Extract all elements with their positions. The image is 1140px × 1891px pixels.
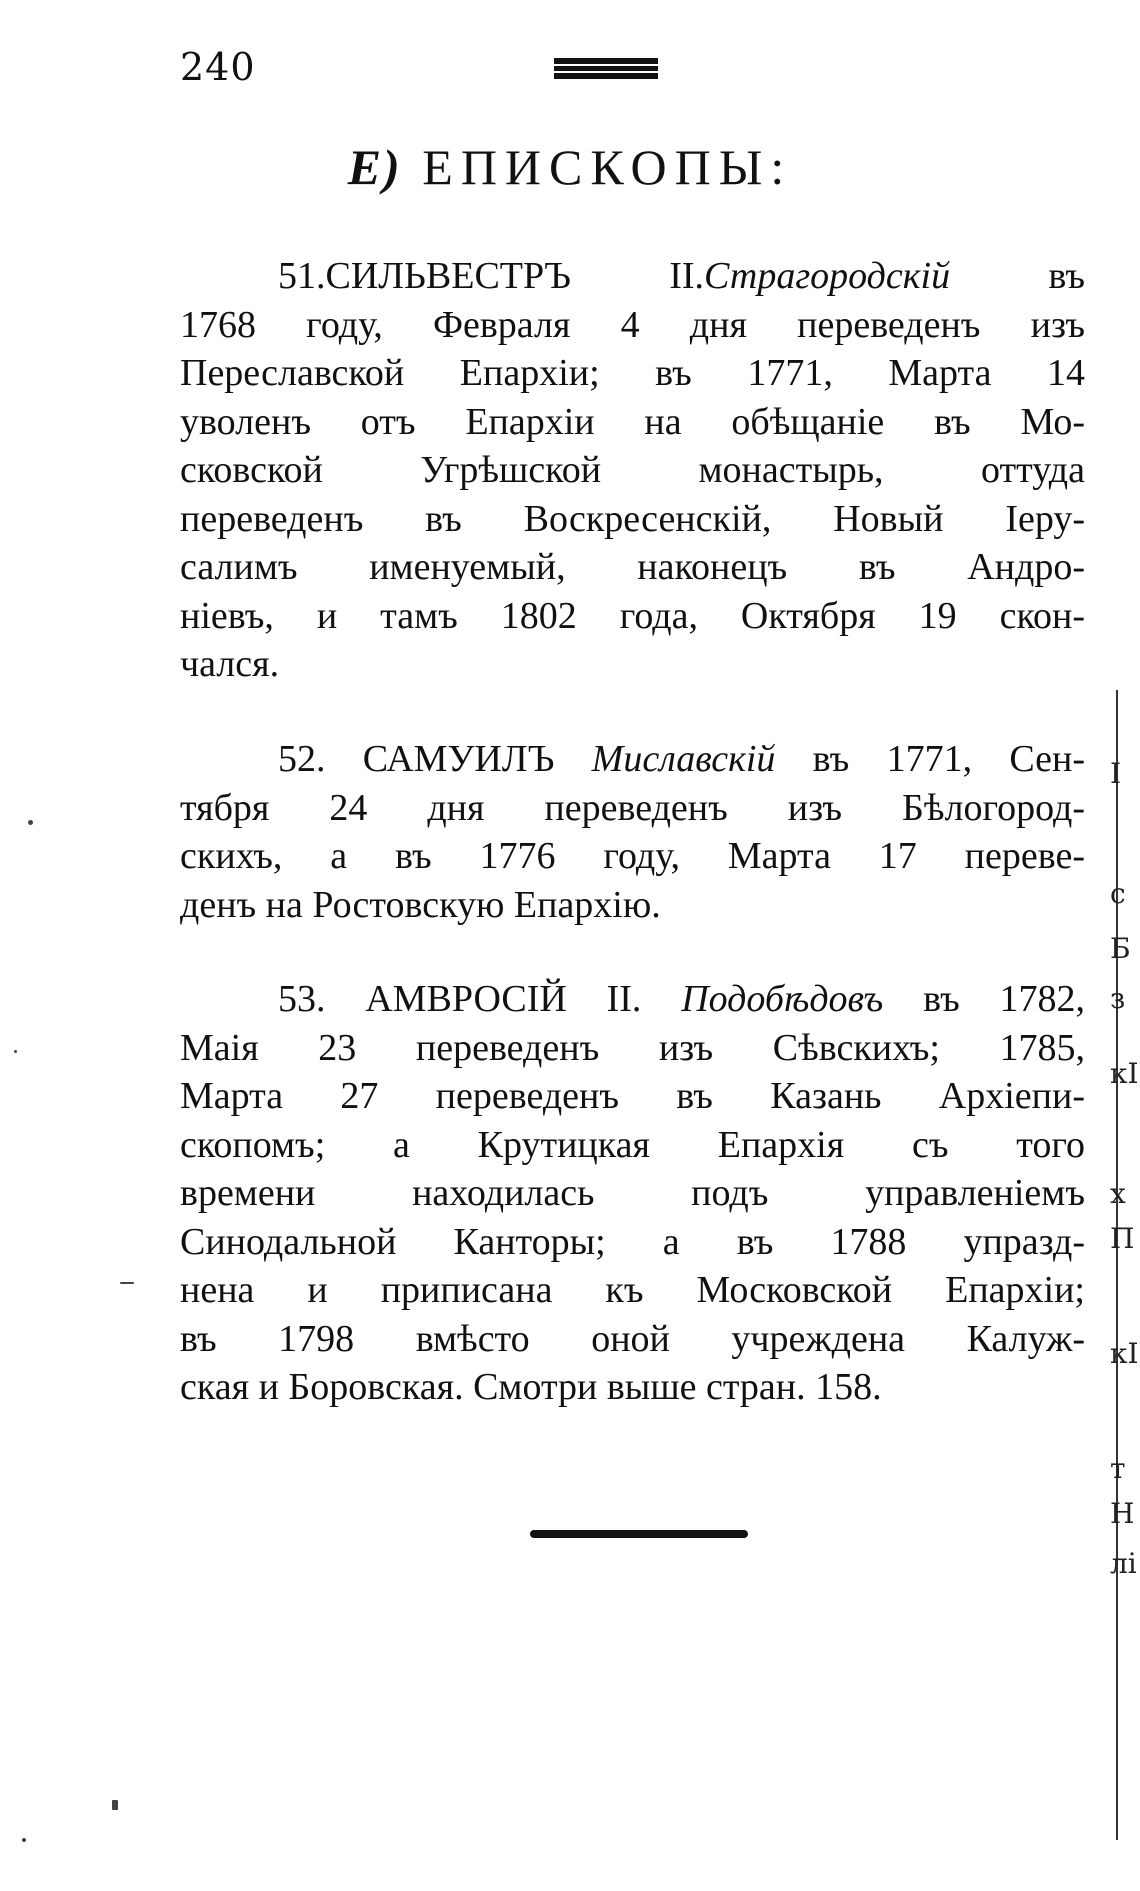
section-heading: ЕПИСКОПЫ:: [422, 139, 793, 195]
entry-line: салимъ именуемый, наконецъ въ Андро-: [180, 546, 1085, 588]
entry-line: Маія 23 переведенъ изъ Сѣвскихъ; 1785,: [180, 1026, 1085, 1069]
entry-line: тября 24 дня переведенъ изъ Бѣлогород-: [180, 786, 1085, 829]
entry-surname: Подобѣдовъ: [681, 978, 884, 1020]
entry-line: Марта 27 переведенъ въ Казань Архіепи-: [180, 1075, 1085, 1117]
facing-page-fragment: лі: [1110, 1547, 1137, 1580]
facing-page-fragment: І: [1110, 757, 1122, 790]
entry-number: 53.: [278, 978, 326, 1020]
header-ornament-rule: [554, 58, 658, 80]
entry-line: въ 1798 вмѣсто оной учреждена Калуж-: [180, 1317, 1085, 1360]
entry-line: чался.: [180, 643, 280, 685]
entry-surname: Страгородскій: [704, 255, 951, 297]
facing-page-fragment: кІ: [1110, 1057, 1139, 1090]
entry-line: скопомъ; а Крутицкая Епархія съ того: [180, 1123, 1085, 1166]
facing-page-fragment: х: [1110, 1177, 1126, 1210]
bishop-entry-51: [180, 252, 1085, 689]
paper-speck: [28, 820, 33, 825]
entry-line: [180, 252, 1085, 301]
entry-line: времени находилась подъ управленіемъ: [180, 1172, 1085, 1214]
entry-line: Переславской Епархіи; въ 1771, Марта 14: [180, 352, 1085, 394]
entry-number: 52.: [278, 738, 326, 780]
entry-line: ніевъ, и тамъ 1802 года, Октября 19 скон-: [180, 594, 1085, 637]
entry-name: АМВРОСІЙ II.: [365, 978, 642, 1020]
entry-surname: Миславскій: [591, 738, 776, 780]
entry-line: [180, 735, 1085, 784]
entry-text: въ 1782,: [883, 978, 1086, 1020]
facing-page-fragment: з: [1110, 982, 1126, 1015]
header-rule-bar-3: [554, 73, 658, 79]
entry-text: въ: [950, 255, 1085, 297]
entry-name: СИЛЬВЕСТРЪ II.: [325, 255, 705, 297]
facing-page-fragment: с: [1110, 877, 1126, 910]
entry-line: переведенъ въ Воскресенскій, Новый Іеру-: [180, 497, 1085, 540]
header-rule-bar-1: [554, 58, 658, 64]
paper-speck: [14, 1050, 17, 1053]
bishop-entry-53: [180, 975, 1085, 1412]
entry-line: 1768 году, Февраля 4 дня переведенъ изъ: [180, 303, 1085, 346]
paper-speck: [120, 1282, 134, 1284]
entry-line: уволенъ отъ Епархіи на обѣщаніе въ Мо-: [180, 400, 1085, 443]
bishop-entry-52: [180, 735, 1085, 929]
end-ornament-rule: [530, 1530, 748, 1538]
entry-line: нена и приписана къ Московской Епархіи;: [180, 1269, 1085, 1311]
facing-page-edge: [1116, 690, 1118, 1840]
section-marker: Е): [347, 139, 402, 195]
facing-page-fragment: т: [1110, 1452, 1126, 1485]
section-title: [0, 139, 1140, 195]
entry-line: денъ на Ростовскую Епархію.: [180, 883, 661, 926]
paper-speck: [22, 1838, 26, 1842]
header-rule-bar-2: [554, 66, 658, 71]
entry-text: въ 1771, Сен-: [775, 738, 1086, 780]
facing-page-fragment: кІ: [1110, 1337, 1139, 1370]
entry-line: Синодальной Канторы; а въ 1788 упразд-: [180, 1220, 1085, 1263]
paper-speck: [112, 1800, 118, 1810]
entry-line: скихъ, а въ 1776 году, Марта 17 переве-: [180, 835, 1085, 877]
entry-line: ская и Боровская. Смотри выше стран. 158.: [180, 1366, 882, 1408]
page-number: 240: [180, 45, 256, 89]
entry-name: САМУИЛЪ: [362, 738, 555, 780]
entry-line: сковской Угрѣшской монастырь, оттуда: [180, 449, 1085, 491]
facing-page-fragment: Б: [1110, 932, 1131, 965]
entry-number: 51.: [278, 255, 326, 297]
facing-page-fragment: П: [1110, 1222, 1135, 1255]
entry-line: [180, 975, 1085, 1024]
facing-page-fragment: Н: [1110, 1497, 1135, 1530]
